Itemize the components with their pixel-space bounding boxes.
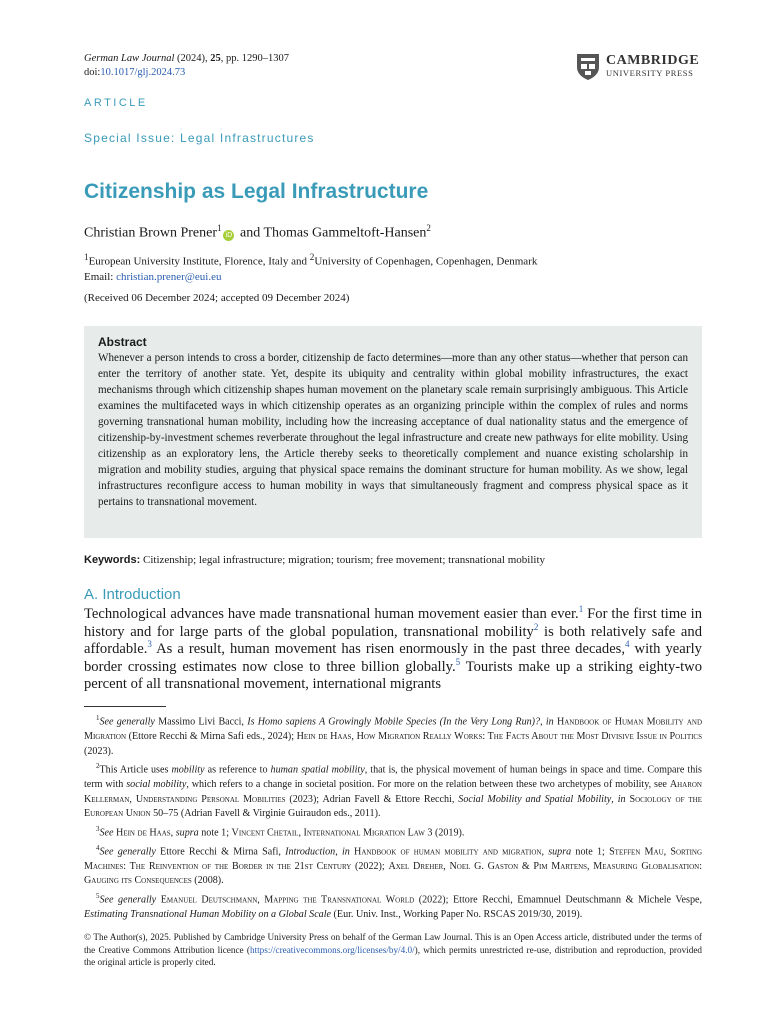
license-link[interactable]: https://creativecommons.org/licenses/by/4.0/ (249, 944, 415, 955)
footnote-ref[interactable]: 5 (455, 656, 461, 667)
footnote-divider (84, 706, 166, 707)
footnote-3: $^3$See Hein de Haas, supra note 1; Vincent Chetail, International Migration Law 3 (2019). (96, 824, 465, 839)
orcid-icon[interactable]: iD (223, 230, 234, 241)
doi-link[interactable]: 10.1017/glj.2024.73 (100, 67, 186, 78)
footnote-5: $^5$See generally Emanuel Deutschmann, Mapping the Transnational World (2022); Ettore Recchi, Emamnuel Deutschmann & Michele Vespe, Estimating Transnational Human Mobility on a Global Scale (Eur. Univ. Inst., Working Paper No. RSCAS 2019/30, 2019). (84, 891, 703, 920)
special-issue-label: Special Issue: Legal Infrastructures (84, 131, 315, 145)
footnotes (84, 711, 702, 923)
publisher-name: CAMBRIDGE (606, 53, 700, 68)
footnote-ref[interactable]: 2 (533, 621, 539, 632)
article-title: Citizenship as Legal Infrastructure (84, 180, 429, 203)
received-dates: (Received 06 December 2024; accepted 09 December 2024) (84, 292, 350, 304)
article-type-label: ARTICLE (84, 97, 148, 109)
footnote-4: $^4$See generally Ettore Recchi & Mirna Safi, Introduction, in Handbook of human mobility and migration, supra note 1; Steffen Mau, Sorting Machines: The Reinvention of the Border in the 21st Century (2022); Axel Dreher, Noel G. Gaston & Pim Martens, Measuring Globalisation: Gauging its Consequences (2008). (84, 843, 703, 887)
journal-citation: German Law Journal (2024), 25, pp. 1290–1307 doi:10.1017/glj.2024.73 (84, 53, 290, 78)
author-2[interactable]: Thomas Gammeltoft-Hansen (263, 225, 427, 241)
cambridge-logo (576, 50, 706, 84)
journal-volume: 25 (210, 53, 221, 64)
footnote-ref[interactable]: 1 (578, 604, 584, 615)
author-line: Christian Brown Prener$^1$iD and Thomas Gammeltoft-Hansen$^2$ (84, 223, 431, 241)
keywords-label: Keywords: (84, 554, 141, 566)
cambridge-shield-icon (576, 53, 600, 81)
copyright-notice: © The Author(s), 2025. Published by Cambridge University Press on behalf of the German Law Journal. This is an Open Access article, distributed under the terms of the Creative Commons Attribution licence (https://creativecommons.org/licenses/by/4.0/), which permits unrestricted re-use, distribution and reproduction, provided the original article is properly cited. (84, 932, 702, 968)
email-link[interactable]: christian.prener@eui.eu (116, 270, 222, 283)
footnote-2: $^2$This Article uses mobility as reference to human spatial mobility, that is, the physical movement of human beings in space and time. Compare this term with social mobility, which refers to a change in societal position. For more on the relation between these two archetypes of mobility, see Aharon Kellerman, Understanding Personal Mobilities (2023); Adrian Favell & Ettore Recchi, Social Mobility and Spatial Mobility, in Sociology of the European Union 50–75 (Adrian Favell & Virginie Guiraudon eds., 2011). (84, 762, 703, 820)
affiliations: $^1$European University Institute, Florence, Italy and $^2$University of Copenhagen, Copenhagen, Denmark Email: christian.prener@eui.eu (84, 252, 538, 283)
keywords (84, 554, 545, 566)
abstract-text: Whenever a person intends to cross a border, citizenship de facto determines—more than any other status—whether that person can enter the territory of another state. Yet, despite its ubiquity and centrality within global mobility infrastructures, the exact mechanisms through which citizenship shapes human movement on the planetary scale remain surprisingly ambiguous. This Article examines the multifaceted ways in which citizenship operates as an organizing principle within the complex of rules and norms governing transnational human mobility, including how the increasing acceptance of dual nationality status and the emergence of citizenship-by-investment schemes reverberate throughout the legal infrastructure and create new pathways for elite mobility. Using citizenship as an exploratory lens, the Article thereby seeks to theoretically complement and nuance existing scholarship in migration and mobility studies, arguing that physical space remains the dominant structure for human mobility. As we show, legal infrastructures reconfigure access to human mobility in ways that simultaneously fragment and compress physical space as it pertains to transnational movement. (98, 352, 688, 508)
journal-name: German Law Journal (84, 53, 175, 64)
section-heading: A. Introduction (84, 586, 181, 603)
abstract-heading: Abstract (98, 335, 147, 349)
author-1[interactable]: Christian Brown Prener (84, 225, 217, 241)
footnote-ref[interactable]: 4 (625, 639, 630, 650)
footnote-1: $^1$See generally Massimo Livi Bacci, Is Homo sapiens A Growingly Mobile Species (In the Very Long Run)?, in Handbook of Human Mobility and Migration (Ettore Recchi & Mirna Safi eds., 2024); Hein de Haas, How Migration Really Works: The Facts About the Most Divisive Issue in Politics (2023). (84, 714, 703, 757)
keywords-text: Citizenship; legal infrastructure; migration; tourism; free movement; transnational mobility (140, 554, 546, 566)
publisher-subname: UNIVERSITY PRESS (606, 68, 694, 78)
footnote-ref[interactable]: 3 (147, 639, 152, 650)
abstract-box (84, 326, 702, 538)
body-paragraph: Technological advances have made transnational human movement easier than ever.$^1$ For the first time in history and for large parts of the global population, transnational mobility$^2$ is both relatively safe and affordable.$^3$ As a result, human movement has risen enormously in the past three decades,$^4$ with yearly border crossing estimates now close to three billion globally.$^5$ Tourists make up a striking eighty-two percent of all transnational movement, international migrants (84, 604, 702, 692)
